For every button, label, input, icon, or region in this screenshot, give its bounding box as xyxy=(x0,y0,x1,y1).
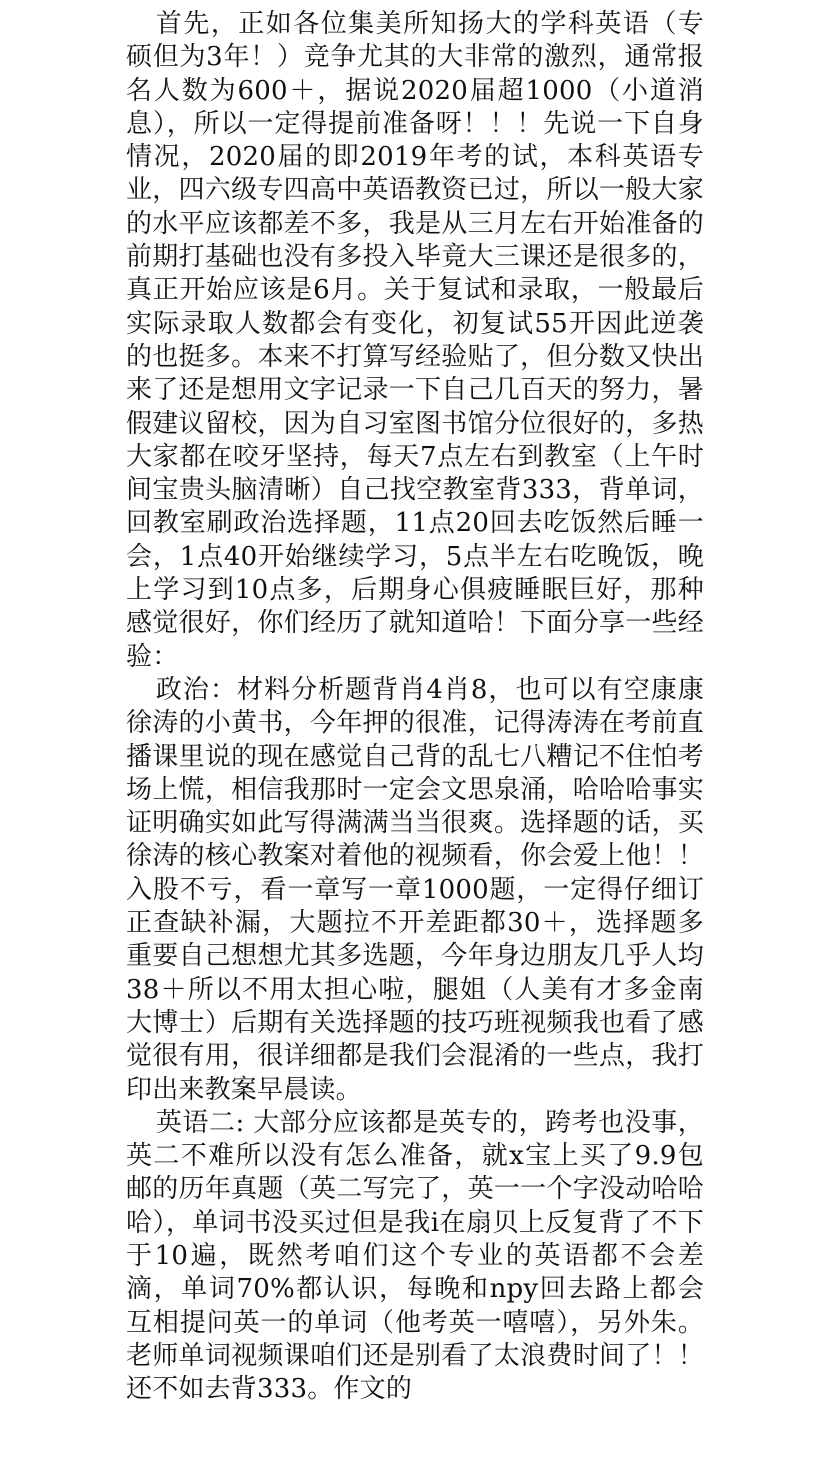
paragraph-politics: 政治：材料分析题背肖4肖8，也可以有空康康徐涛的小黄书，今年押的很准，记得涛涛在考前直播课里说的现在感觉自己背的乱七八糟记不住怕考场上慌，相信我那时一定会文思泉涌，哈哈哈事实证明确实如此写得满满当当很爽。选择题的话，买徐涛的核心教案对着他的视频看，你会爱上他！！入股不亏，看一章写一章1000题，一定得仔细订正查缺补漏，大题拉不开差距都30＋，选择题多重要自己想想尤其多选题，今年身边朋友几乎人均38＋所以不用太担心啦，腿姐（人美有才多金南大博士）后期有关选择题的技巧班视频我也看了感觉很有用，很详细都是我们会混淆的一些点，我打印出来教案早晨读。 xyxy=(126,674,704,1105)
paragraph-english-two: 英语二: 大部分应该都是英专的，跨考也没事，英二不难所以没有怎么准备，就x宝上买了9.9包邮的历年真题（英二写完了，英一一个字没动哈哈哈），单词书没买过但是我i在扇贝上反复背了不下于10遍，既然考咱们这个专业的英语都不会差滴，单词70%都认识，每晚和npy回去路上都会互相提问英一的单词（他考英一嘻嘻），另外朱。老师单词视频课咱们还是别看了太浪费时间了！！还不如去背333。作文的 xyxy=(126,1107,704,1405)
article-body xyxy=(126,8,704,1406)
paragraph-intro: 首先，正如各位集美所知扬大的学科英语（专硕但为3年！）竞争尤其的大非常的激烈，通常报名人数为600＋，据说2020届超1000（小道消息），所以一定得提前准备呀！！！先说一下自身情况，2020届的即2019年考的试，本科英语专业，四六级专四高中英语教资已过，所以一般大家的水平应该都差不多，我是从三月左右开始准备的前期打基础也没有多投入毕竟大三课还是很多的，真正开始应该是6月。关于复试和录取，一般最后实际录取人数都会有变化，初复试55开因此逆袭的也挺多。本来不打算写经验贴了，但分数又快出来了还是想用文字记录一下自己几百天的努力，暑假建议留校，因为自习室图书馆分位很好的，多热大家都在咬牙坚持，每天7点左右到教室（上午时间宝贵头脑清晰）自己找空教室背333，背单词，回教室刷政治选择题，11点20回去吃饭然后睡一会，1点40开始继续学习，5点半左右吃晚饭，晚上学习到10点多，后期身心俱疲睡眠巨好，那种感觉很好，你们经历了就知道哈！下面分享一些经验： xyxy=(126,9,704,672)
